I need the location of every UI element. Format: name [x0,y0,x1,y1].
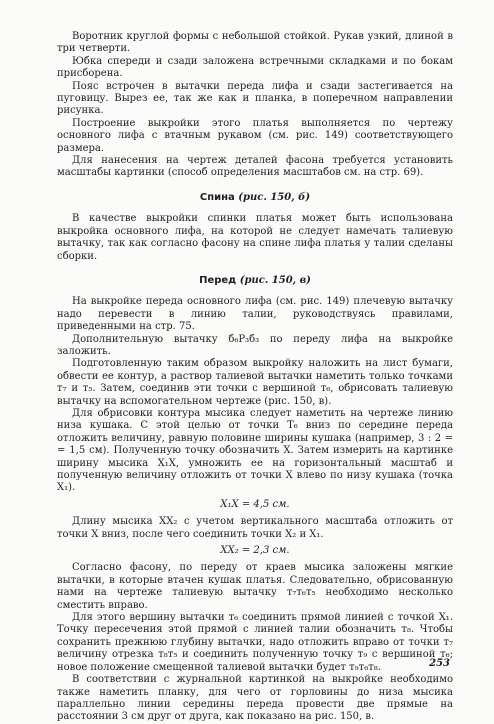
heading-front-title: Перед [199,274,237,286]
paragraph-point-length: Длину мысика ХХ₂ с учетом вертикального масштаба отложить от точки Х вниз, после чего соединить точки Х₂ и X₁. [57,516,453,540]
paragraph-soft-darts: Согласно фасону, по переду от краев мысика заложены мягкие вытачки, в которые втачен кушак платья. Следовательно, обрисованную нами на чертеже талиевую вытачку т₇т₆т₅ необходимо несколько сместить вправо. [57,562,453,611]
heading-front [57,275,453,287]
paragraph-front-dart: На выкройке переда основного лифа (см. рис. 149) плечевую вытачку надо перевести в линию талии, руководствуясь правилами, приведенными на стр. 75. [57,296,453,333]
formula-x1x: X₁X = 4,5 см. [220,498,290,510]
paragraph-trace-pattern: Подготовленную таким образом выкройку наложить на лист бумаги, обвести ее контур, а раствор талиевой вытачки наметить только точками т₇ и т₅. Затем, соединив эти точки с вершиной т₆, обрисовать талиевую вытачку на вспомогательном чертеже (рис. 150, в). [57,358,453,407]
paragraph-back-pattern: В качестве выкройки спинки платья может быть использована выкройка основного лифа, на которой не следует намечать талиевую вытачку, так как согласно фасону на спине лифа платья у талии сделаны сборки. [57,213,453,262]
paragraph-belt: Пояс встрочен в вытачки переда лифа и сзади застегивается на пуговицу. Вырез ее, так же как и планка, в поперечном направлении рисунка. [57,80,453,117]
formula-xx2: XX₂ = 2,3 см. [220,545,290,557]
paragraph-extra-dart: Дополнительную вытачку б₆Р₃б₃ по переду лифа на выкройке заложить. [57,333,453,357]
paragraph-construction: Построение выкройки этого платья выполняется по чертежу основного лифа с втачным рукавом (см. рис. 149) соответствующего размера. [57,117,453,154]
page-number: 253 [429,657,450,669]
paragraph-scales: Для нанесения на чертеж деталей фасона требуется установить масштабы картинки (способ определения масштабов см. на стр. 69). [57,155,453,179]
paragraph-shift-dart: Для этого вершину вытачки т₆ соединить прямой линией с точкой X₁. Точку пересечения этой прямой с линией талии обозначить т₈. Чтобы сохранить прежнюю глубину вытачки, надо отложить вправо от точки т₇ величину отрезка т₈т₅ и соединить полученную точку т₉ с вершиной т₆; новое положение смещенной талиевой вытачки будет т₉т₆т₈. [57,612,453,673]
paragraph-skirt: Юбка спереди и сзади заложена встречными складками и по бокам присборена. [57,55,453,80]
paragraph-placket: В соответствии с журнальной картинкой на выкройке необходимо также наметить планку, для чего от горловины до низа мысика параллельно линии середины переда провести две прямые на расстоянии 3 см друг от друга, как показано на рис. 150, в. [57,674,453,723]
heading-back-title: Спина [199,191,235,203]
paragraph-collar: Воротник круглой формы с небольшой стойкой. Рукав узкий, длиной в три четверти. [57,31,453,55]
paragraph-point-contour: Для обрисовки контура мысика следует наметить на чертеже линию низа кушака. С этой целью от точки Т₆ вниз по середине переда отложить величину, равную половине ширины кушака (например, 3 : 2 = = 1,5 см). Полученную точку обозначить Х. Затем измерить на картинке ширину мысика X₁X, умножить ее на горизонтальный масштаб и полученную величину отложить от точки Х влево по низу кушака (точка X₁). [57,407,453,494]
heading-back-ref: (рис. 150, б) [238,191,311,203]
heading-front-ref: (рис. 150, в) [239,274,311,286]
heading-back [57,192,453,204]
